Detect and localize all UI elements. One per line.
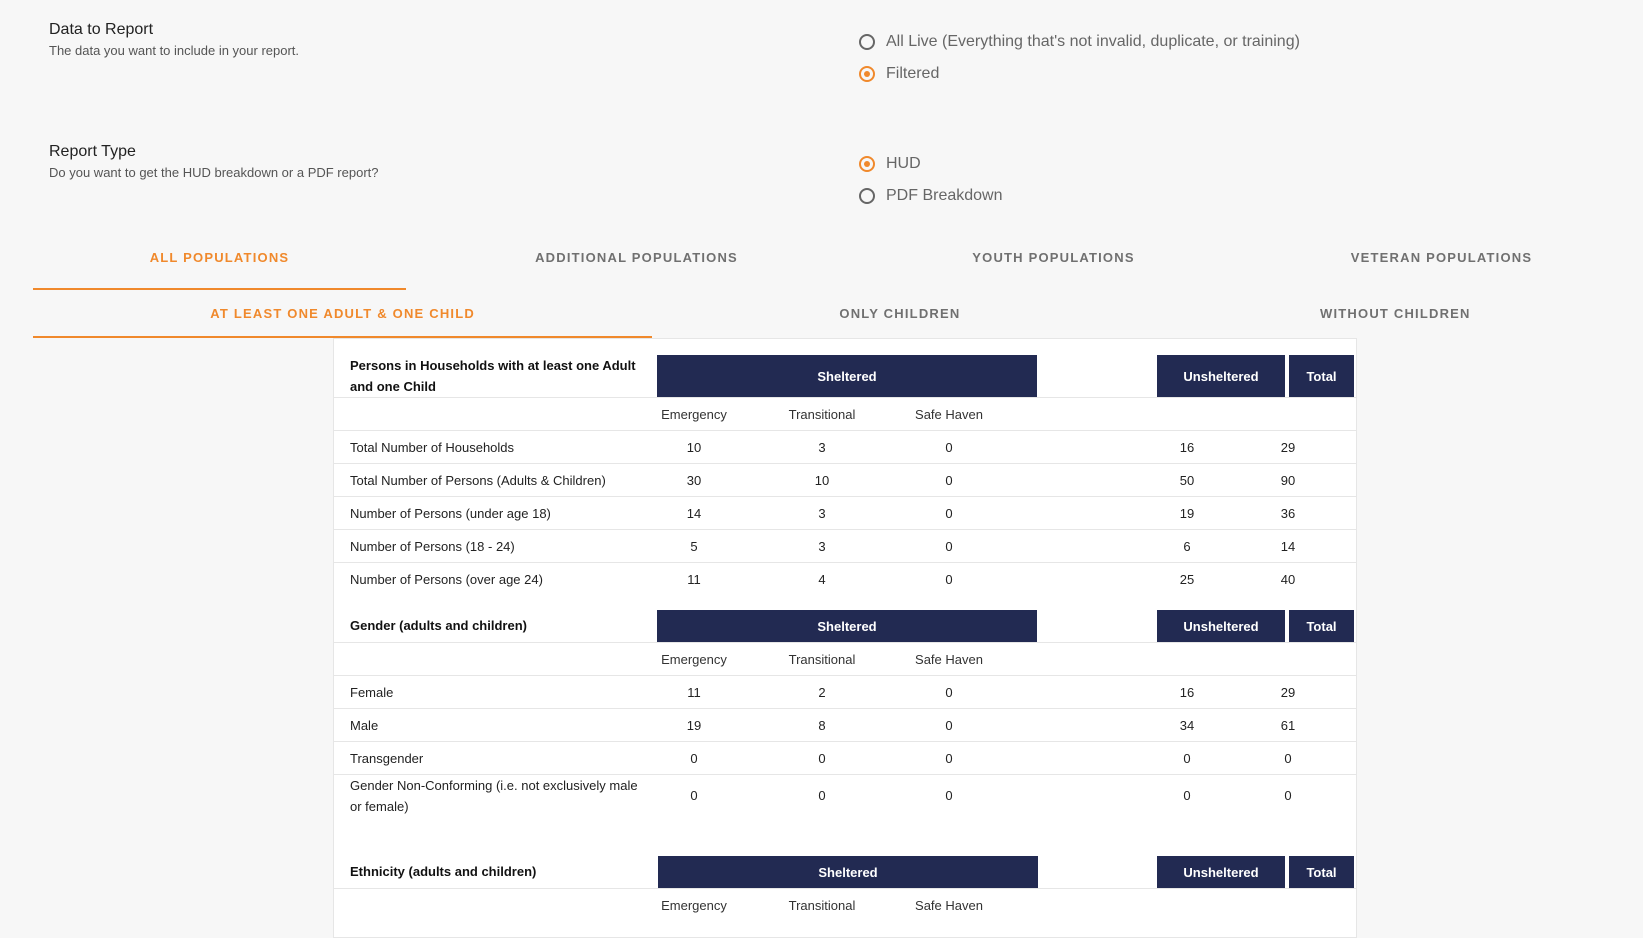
data-to-report-desc: The data you want to include in your report.	[49, 43, 300, 58]
table-row	[334, 529, 1356, 562]
radio-circle-icon[interactable]	[859, 34, 875, 50]
safe-haven-header: Safe Haven	[915, 897, 983, 913]
row-label: Number of Persons (18 - 24)	[350, 538, 515, 554]
table-row	[334, 562, 1356, 595]
radio-label: HUD	[886, 155, 921, 172]
unsheltered-value: 25	[1179, 571, 1195, 587]
emergency-value: 5	[690, 538, 698, 554]
total-value: 36	[1280, 505, 1296, 521]
total-header: Total	[1289, 355, 1354, 397]
total-header: Total	[1289, 856, 1354, 888]
radio-filtered[interactable]	[859, 58, 1300, 90]
unsheltered-value: 6	[1183, 538, 1191, 554]
total-header: Total	[1289, 610, 1354, 642]
report-table	[333, 338, 1357, 938]
unsheltered-value: 19	[1179, 505, 1195, 521]
transitional-value: 3	[818, 505, 826, 521]
section-gender	[334, 610, 1356, 816]
subheader-row	[334, 888, 1356, 921]
unsheltered-value: 16	[1179, 439, 1195, 455]
transitional-value: 3	[818, 439, 826, 455]
radio-circle-icon[interactable]	[859, 188, 875, 204]
table-row	[334, 496, 1356, 529]
radio-label: Filtered	[886, 65, 940, 82]
unsheltered-header: Unsheltered	[1157, 610, 1285, 642]
emergency-value: 0	[690, 750, 698, 766]
report-type-desc: Do you want to get the HUD breakdown or a PDF report?	[49, 165, 379, 180]
table-row	[334, 430, 1356, 463]
report-type-setting	[49, 143, 379, 180]
row-label: Total Number of Households	[350, 439, 515, 455]
transitional-value: 2	[818, 684, 826, 700]
table-row	[334, 675, 1356, 708]
tab-without-children[interactable]: WITHOUT CHILDREN	[1320, 306, 1471, 321]
safe-haven-header: Safe Haven	[915, 406, 983, 422]
table-row	[334, 708, 1356, 741]
safe-haven-value: 0	[945, 684, 953, 700]
row-label: Number of Persons (over age 24)	[350, 571, 543, 587]
data-to-report-setting	[49, 21, 299, 58]
radio-selected-icon[interactable]	[859, 156, 875, 172]
transitional-value: 0	[818, 750, 826, 766]
emergency-header: Emergency	[661, 406, 727, 422]
sheltered-header: Sheltered	[657, 610, 1037, 642]
section-title: Ethnicity (adults and children)	[350, 864, 537, 879]
report-type-label: Report Type	[49, 143, 136, 160]
total-value: 0	[1284, 788, 1292, 803]
transitional-value: 8	[818, 717, 826, 733]
section-ethnicity	[334, 856, 1356, 921]
sheltered-header: Sheltered	[658, 856, 1038, 888]
safe-haven-value: 0	[945, 571, 953, 587]
total-value: 61	[1280, 717, 1296, 733]
unsheltered-value: 0	[1183, 750, 1191, 766]
report-type-options	[859, 148, 1003, 212]
safe-haven-value: 0	[945, 439, 953, 455]
safe-haven-value: 0	[945, 750, 953, 766]
emergency-value: 14	[686, 505, 702, 521]
emergency-value: 11	[687, 571, 701, 587]
emergency-header: Emergency	[661, 897, 727, 913]
total-value: 0	[1284, 750, 1292, 766]
section-title: Persons in Households with at least one Adult and one Child	[350, 358, 636, 394]
radio-all-live[interactable]	[859, 26, 1300, 58]
section-households	[334, 339, 1356, 595]
row-label: Male	[350, 717, 379, 733]
tab-all-populations[interactable]: ALL POPULATIONS	[33, 249, 406, 290]
safe-haven-value: 0	[945, 505, 953, 521]
data-to-report-label: Data to Report	[49, 21, 154, 38]
tab-additional-populations[interactable]: ADDITIONAL POPULATIONS	[535, 250, 738, 265]
emergency-value: 30	[686, 472, 702, 488]
safe-haven-header: Safe Haven	[915, 651, 983, 667]
sheltered-header: Sheltered	[657, 355, 1037, 397]
radio-label: PDF Breakdown	[886, 187, 1003, 204]
unsheltered-header: Unsheltered	[1157, 856, 1285, 888]
emergency-header: Emergency	[661, 651, 727, 667]
tab-adult-and-child[interactable]: AT LEAST ONE ADULT & ONE CHILD	[33, 305, 652, 338]
unsheltered-value: 50	[1179, 472, 1195, 488]
emergency-value: 11	[687, 684, 701, 700]
emergency-value: 0	[690, 788, 698, 803]
unsheltered-value: 0	[1183, 788, 1191, 803]
row-label: Number of Persons (under age 18)	[350, 505, 551, 521]
household-tabs	[33, 305, 1643, 338]
radio-hud[interactable]	[859, 148, 1003, 180]
safe-haven-value: 0	[945, 717, 953, 733]
transitional-header: Transitional	[788, 406, 856, 422]
transitional-value: 3	[818, 538, 826, 554]
tab-youth-populations[interactable]: YOUTH POPULATIONS	[972, 250, 1135, 265]
radio-pdf-breakdown[interactable]	[859, 180, 1003, 212]
emergency-value: 19	[686, 717, 702, 733]
radio-selected-icon[interactable]	[859, 66, 875, 82]
row-label: Total Number of Persons (Adults & Children)	[350, 472, 606, 488]
unsheltered-header: Unsheltered	[1157, 355, 1285, 397]
total-value: 29	[1280, 439, 1296, 455]
safe-haven-value: 0	[945, 472, 953, 488]
tab-veteran-populations[interactable]: VETERAN POPULATIONS	[1350, 250, 1533, 265]
transitional-header: Transitional	[788, 897, 856, 913]
emergency-value: 10	[686, 439, 702, 455]
safe-haven-value: 0	[945, 538, 953, 554]
total-value: 90	[1280, 472, 1296, 488]
unsheltered-value: 16	[1179, 684, 1195, 700]
total-value: 29	[1280, 684, 1296, 700]
radio-label: All Live (Everything that's not invalid, duplicate, or training)	[886, 33, 1300, 50]
subheader-row	[334, 642, 1356, 675]
tab-only-children[interactable]: ONLY CHILDREN	[839, 306, 961, 321]
safe-haven-value: 0	[945, 788, 953, 803]
subheader-row	[334, 397, 1356, 430]
transitional-value: 0	[818, 788, 826, 803]
table-row	[334, 774, 1356, 816]
transitional-header: Transitional	[788, 651, 856, 667]
table-row	[334, 741, 1356, 774]
total-value: 40	[1280, 571, 1296, 587]
population-tabs	[33, 249, 1643, 290]
row-label: Female	[350, 684, 394, 700]
section-title: Gender (adults and children)	[350, 618, 527, 633]
data-to-report-options	[859, 26, 1300, 90]
row-label: Gender Non-Conforming (i.e. not exclusively male or female)	[350, 777, 638, 814]
row-label: Transgender	[350, 750, 424, 766]
total-value: 14	[1280, 538, 1296, 554]
unsheltered-value: 34	[1179, 717, 1195, 733]
transitional-value: 4	[818, 571, 826, 587]
table-row	[334, 463, 1356, 496]
transitional-value: 10	[814, 472, 830, 488]
